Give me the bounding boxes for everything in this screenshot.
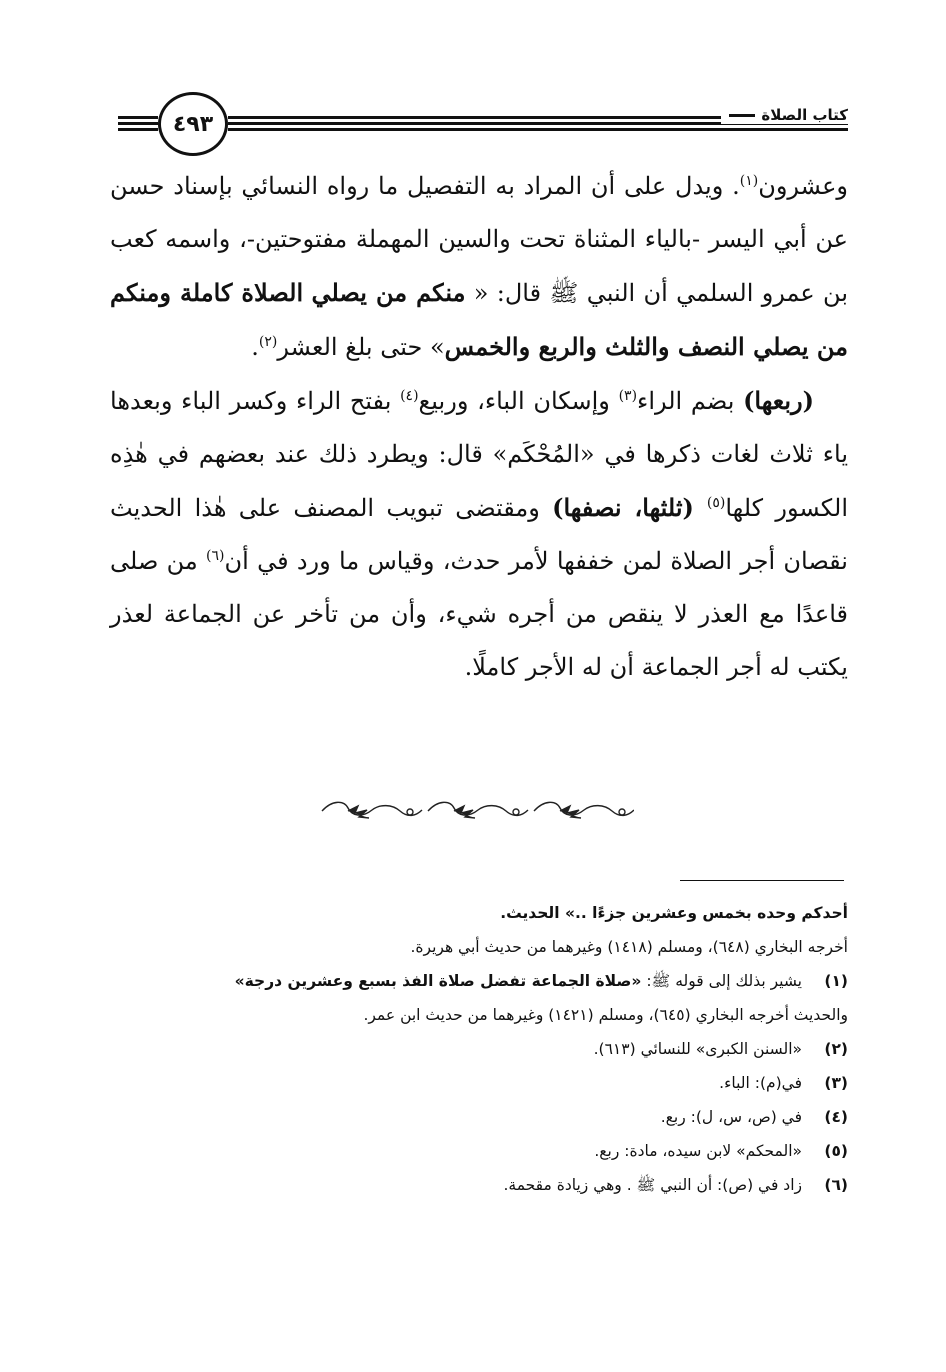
text: ومقتضى تبويب — [386, 494, 553, 522]
ornament-motif — [322, 802, 422, 818]
keyword: (ثلثها، نصفها) — [552, 493, 707, 522]
header-rule — [228, 128, 848, 131]
footnote-number: (٢) — [824, 1040, 848, 1058]
footnote-body — [100, 964, 802, 998]
title-dash — [729, 114, 755, 117]
footnote — [100, 964, 848, 998]
paragraph — [110, 160, 848, 374]
header-rule — [118, 116, 158, 119]
footnote — [100, 1134, 848, 1168]
footnote-ref: (٤) — [400, 388, 419, 404]
footnote-number: (١) — [824, 972, 848, 990]
footnote-continuation: أحدكم وحده بخمس وعشرين جزءًا ..» الحديث. — [500, 904, 848, 922]
text: بفتح الراء وكسر الباء — [181, 387, 401, 415]
footnote-body: في (ص، س، ل): ربع. — [660, 1108, 802, 1126]
text: من صلى قاعدًا مع العذر لا ينقص — [110, 547, 848, 628]
header-rule — [118, 128, 158, 131]
text: بضم الراء — [637, 387, 744, 415]
footnote-ref: (٢) — [258, 334, 278, 350]
text-line — [173, 172, 848, 200]
hadith-text: منكم من يصلي — [311, 278, 466, 307]
footnote-body: «المحكم» لابن سيده، مادة: ربع. — [594, 1142, 802, 1160]
footnote — [100, 1066, 848, 1100]
hadith-text: «صلاة الجماعة تفضل صلاة الفذ بسبع وعشرين درجة» — [234, 972, 642, 990]
footnote-body: «السنن الكبرى» للنسائي (٦١٣). — [593, 1040, 802, 1058]
text-line — [251, 333, 372, 361]
footnote-ref: (٣) — [618, 388, 638, 404]
text: من أجره شيء، وأن من تأخر عن الجماعة لعذر يكتب له أجر — [110, 600, 848, 681]
ornament-motif — [534, 802, 634, 818]
footnote-body: زاد في (ص): أن النبي ﷺ . وهي زيادة مقحمة. — [503, 1176, 802, 1194]
text-line: حسن عن أبي اليسر -بالياء المثناة تحت والسين المهملة مفتوحتين-، — [110, 172, 848, 253]
text: يشير بذلك إلى قوله ﷺ: — [641, 972, 802, 990]
text: وعشرون — [758, 172, 848, 200]
text: واسمه كعب بن عمرو السلمي أن النبي ﷺ قال: « — [110, 225, 848, 307]
footnote-ref: (٦) — [206, 548, 225, 564]
page-number: ٤٩٣ — [158, 92, 228, 156]
hadith-text: الصلاة كاملة ومنكم من يصلي النصف والثلث والربع والخمس — [110, 278, 848, 361]
footnote-number: (٥) — [824, 1142, 848, 1160]
text: حدث، وقياس ما ورد في أن — [224, 547, 501, 575]
text: » حتى — [380, 333, 445, 361]
ornament-divider — [318, 796, 634, 826]
ornament-motif — [428, 802, 528, 818]
main-text — [110, 160, 848, 694]
text: وبعدها ياء ثلاث لغات ذكرها في «المُحْكَم» قال: ويطرد ذلك عند — [110, 387, 849, 468]
paragraph — [110, 374, 848, 694]
footnote — [100, 1100, 848, 1134]
section-title-wrap — [721, 106, 848, 124]
text: بلغ العشر — [277, 333, 373, 361]
header-rule — [118, 122, 158, 125]
text: . — [251, 333, 259, 361]
text: الجماعة أن له الأجر كاملًا. — [464, 653, 720, 681]
footnote — [100, 1168, 848, 1202]
keyword: (ربعها) — [743, 386, 814, 415]
footnote-ref: (١) — [739, 173, 759, 189]
footnote-continuation: أخرجه البخاري (٦٤٨)، ومسلم (١٤١٨) وغيرهما من حديث أبي هريرة. — [410, 938, 848, 956]
footnote — [100, 1032, 848, 1066]
text: وإسكان الباء، وربيع — [418, 387, 619, 415]
footnote-body: في(م): الباء. — [719, 1074, 802, 1092]
footnote-number: (٤) — [824, 1108, 848, 1126]
footnote-ref: (٥) — [706, 495, 726, 511]
footnote-number: (٣) — [824, 1074, 848, 1092]
footnotes — [100, 896, 848, 1202]
footnote-number: (٦) — [824, 1176, 848, 1194]
section-title: كتاب الصلاة — [761, 106, 848, 124]
footnote-line: والحديث أخرجه البخاري (٦٤٥)، ومسلم (١٤٢١) وغيرهما من حديث ابن عمر. — [363, 1006, 848, 1024]
footnote-line — [100, 964, 802, 998]
text: . ويدل على أن المراد به التفصيل ما رواه النسائي بإسناد — [173, 172, 740, 200]
text: المصنف على هٰذا الحديث نقصان أجر الصلاة لمن خففها لأمر — [110, 494, 848, 575]
text: بعضهم في هٰذِه الكسور كلها — [110, 440, 848, 522]
page-header — [118, 92, 848, 158]
footnote-separator — [680, 880, 844, 881]
